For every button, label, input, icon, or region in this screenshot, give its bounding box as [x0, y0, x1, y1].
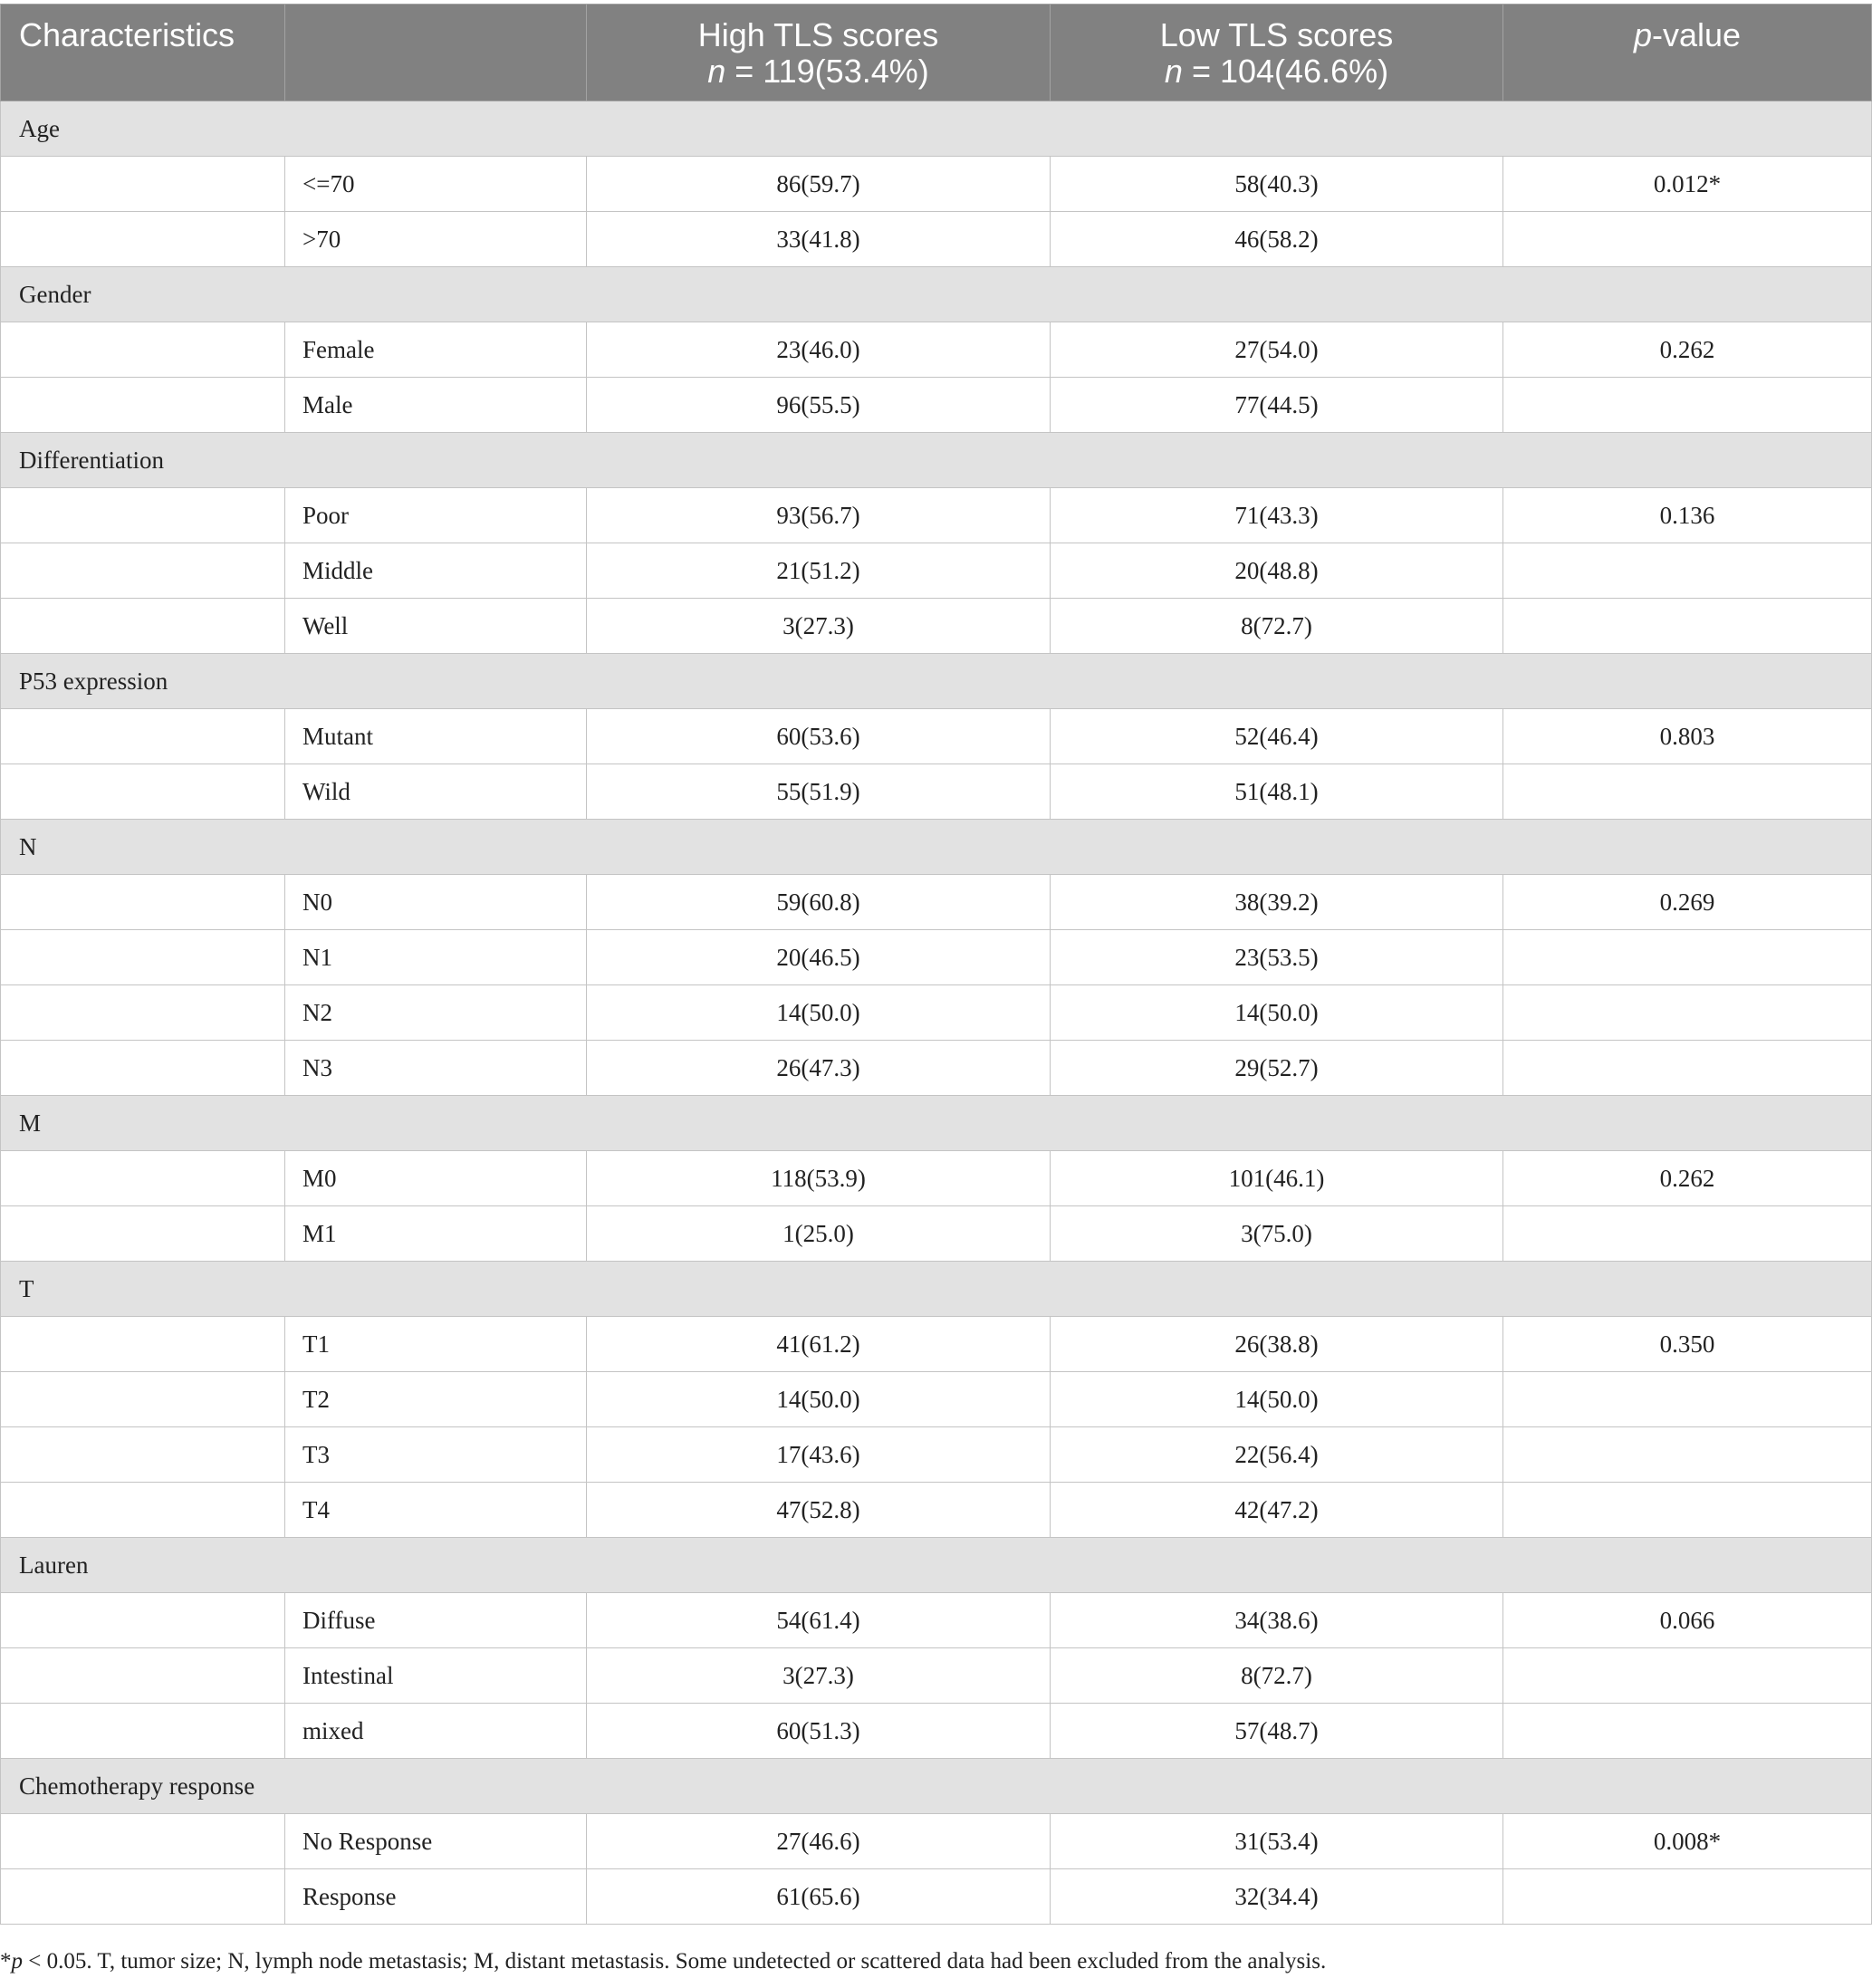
table-row	[1, 488, 1872, 543]
footnote-star: *	[0, 1949, 12, 1974]
level-cell: Response	[285, 1869, 587, 1925]
level-cell: Middle	[285, 543, 587, 599]
category-row	[1, 101, 1872, 157]
category-label: Gender	[1, 267, 1872, 322]
p-value-cell	[1503, 1704, 1872, 1759]
p-value-cell	[1503, 1869, 1872, 1925]
low-tls-cell: 29(52.7)	[1051, 1041, 1503, 1096]
high-tls-cell: 27(46.6)	[587, 1814, 1051, 1869]
high-tls-cell: 59(60.8)	[587, 875, 1051, 930]
level-cell: Wild	[285, 764, 587, 820]
empty-cell	[1, 322, 285, 378]
low-tls-cell: 34(38.6)	[1051, 1593, 1503, 1648]
high-tls-cell: 93(56.7)	[587, 488, 1051, 543]
level-cell: Mutant	[285, 709, 587, 764]
category-row	[1, 1759, 1872, 1814]
table-row	[1, 930, 1872, 985]
low-tls-cell: 27(54.0)	[1051, 322, 1503, 378]
level-cell: N2	[285, 985, 587, 1041]
p-value-cell	[1503, 378, 1872, 433]
category-label: P53 expression	[1, 654, 1872, 709]
category-row	[1, 654, 1872, 709]
high-tls-cell: 118(53.9)	[587, 1151, 1051, 1206]
table-row	[1, 1814, 1872, 1869]
table-row	[1, 1206, 1872, 1262]
level-cell: Intestinal	[285, 1648, 587, 1704]
empty-cell	[1, 1814, 285, 1869]
table-row	[1, 875, 1872, 930]
table-row	[1, 378, 1872, 433]
table-row	[1, 1593, 1872, 1648]
low-tls-cell: 57(48.7)	[1051, 1704, 1503, 1759]
table-row	[1, 1427, 1872, 1483]
empty-cell	[1, 1317, 285, 1372]
table-row	[1, 1869, 1872, 1925]
category-row	[1, 267, 1872, 322]
p-value-cell: 0.269	[1503, 875, 1872, 930]
high-tls-cell: 26(47.3)	[587, 1041, 1051, 1096]
empty-cell	[1, 378, 285, 433]
level-cell: >70	[285, 212, 587, 267]
category-row	[1, 820, 1872, 875]
level-cell: T1	[285, 1317, 587, 1372]
empty-cell	[1, 212, 285, 267]
category-label: Lauren	[1, 1538, 1872, 1593]
low-tls-cell: 52(46.4)	[1051, 709, 1503, 764]
low-tls-cell: 77(44.5)	[1051, 378, 1503, 433]
empty-cell	[1, 985, 285, 1041]
empty-cell	[1, 1372, 285, 1427]
p-value-cell: 0.803	[1503, 709, 1872, 764]
header-blank	[285, 5, 587, 101]
low-tls-cell: 31(53.4)	[1051, 1814, 1503, 1869]
level-cell: T2	[285, 1372, 587, 1427]
header-row	[1, 5, 1872, 101]
low-tls-cell: 51(48.1)	[1051, 764, 1503, 820]
level-cell: Diffuse	[285, 1593, 587, 1648]
empty-cell	[1, 709, 285, 764]
high-tls-cell: 60(53.6)	[587, 709, 1051, 764]
header-high-title: High TLS scores	[697, 16, 939, 53]
empty-cell	[1, 1206, 285, 1262]
high-tls-cell: 1(25.0)	[587, 1206, 1051, 1262]
high-tls-cell: 21(51.2)	[587, 543, 1051, 599]
category-row	[1, 1096, 1872, 1151]
header-low-n-value: = 104(46.6%)	[1182, 53, 1389, 90]
low-tls-cell: 32(34.4)	[1051, 1869, 1503, 1925]
level-cell: Female	[285, 322, 587, 378]
low-tls-cell: 46(58.2)	[1051, 212, 1503, 267]
empty-cell	[1, 930, 285, 985]
level-cell: Well	[285, 599, 587, 654]
p-value-cell	[1503, 1483, 1872, 1538]
p-value-cell	[1503, 985, 1872, 1041]
header-low-n-symbol: n	[1164, 53, 1183, 90]
category-label: T	[1, 1262, 1872, 1317]
level-cell: mixed	[285, 1704, 587, 1759]
empty-cell	[1, 488, 285, 543]
low-tls-cell: 26(38.8)	[1051, 1317, 1503, 1372]
low-tls-cell: 23(53.5)	[1051, 930, 1503, 985]
level-cell: T3	[285, 1427, 587, 1483]
level-cell: N0	[285, 875, 587, 930]
category-label: M	[1, 1096, 1872, 1151]
table-row	[1, 1041, 1872, 1096]
high-tls-cell: 3(27.3)	[587, 599, 1051, 654]
table-row	[1, 1483, 1872, 1538]
level-cell: M0	[285, 1151, 587, 1206]
high-tls-cell: 47(52.8)	[587, 1483, 1051, 1538]
p-value-cell	[1503, 1427, 1872, 1483]
high-tls-cell: 55(51.9)	[587, 764, 1051, 820]
low-tls-cell: 22(56.4)	[1051, 1427, 1503, 1483]
level-cell: T4	[285, 1483, 587, 1538]
header-high-n-value: = 119(53.4%)	[725, 53, 929, 90]
p-value-cell: 0.136	[1503, 488, 1872, 543]
high-tls-cell: 60(51.3)	[587, 1704, 1051, 1759]
table-row	[1, 1648, 1872, 1704]
empty-cell	[1, 1483, 285, 1538]
p-value-cell: 0.350	[1503, 1317, 1872, 1372]
header-low-title: Low TLS scores	[1159, 16, 1394, 53]
category-label: Age	[1, 101, 1872, 157]
p-value-cell: 0.262	[1503, 1151, 1872, 1206]
footnote-p-symbol: p	[11, 1949, 23, 1974]
low-tls-cell: 71(43.3)	[1051, 488, 1503, 543]
low-tls-cell: 101(46.1)	[1051, 1151, 1503, 1206]
empty-cell	[1, 1593, 285, 1648]
empty-cell	[1, 1151, 285, 1206]
empty-cell	[1, 599, 285, 654]
p-value-cell	[1503, 1372, 1872, 1427]
p-value-cell: 0.012*	[1503, 157, 1872, 212]
header-low-tls	[1051, 5, 1503, 101]
category-label: Differentiation	[1, 433, 1872, 488]
table-row	[1, 322, 1872, 378]
table-row	[1, 1704, 1872, 1759]
p-value-cell: 0.066	[1503, 1593, 1872, 1648]
high-tls-cell: 20(46.5)	[587, 930, 1051, 985]
p-value-cell	[1503, 1648, 1872, 1704]
low-tls-cell: 14(50.0)	[1051, 985, 1503, 1041]
empty-cell	[1, 1869, 285, 1925]
p-value-cell: 0.262	[1503, 322, 1872, 378]
level-cell: M1	[285, 1206, 587, 1262]
characteristics-table	[0, 4, 1872, 1925]
level-cell: <=70	[285, 157, 587, 212]
empty-cell	[1, 764, 285, 820]
category-label: Chemotherapy response	[1, 1759, 1872, 1814]
header-p-value	[1503, 5, 1872, 101]
p-value-cell	[1503, 764, 1872, 820]
level-cell: Male	[285, 378, 587, 433]
header-p-symbol: p	[1633, 16, 1652, 53]
p-value-cell	[1503, 1206, 1872, 1262]
category-row	[1, 433, 1872, 488]
table-row	[1, 157, 1872, 212]
high-tls-cell: 86(59.7)	[587, 157, 1051, 212]
table-row	[1, 1151, 1872, 1206]
low-tls-cell: 8(72.7)	[1051, 1648, 1503, 1704]
table-row	[1, 764, 1872, 820]
low-tls-cell: 38(39.2)	[1051, 875, 1503, 930]
table-body	[1, 101, 1872, 1925]
low-tls-cell: 3(75.0)	[1051, 1206, 1503, 1262]
table-row	[1, 599, 1872, 654]
header-high-tls	[587, 5, 1051, 101]
low-tls-cell: 42(47.2)	[1051, 1483, 1503, 1538]
level-cell: N1	[285, 930, 587, 985]
table-row	[1, 212, 1872, 267]
empty-cell	[1, 543, 285, 599]
empty-cell	[1, 875, 285, 930]
footnote-text: < 0.05. T, tumor size; N, lymph node metastasis; M, distant metastasis. Some undetected or scattered data had been excluded from the analysis.	[23, 1949, 1327, 1974]
table-row	[1, 709, 1872, 764]
empty-cell	[1, 1427, 285, 1483]
high-tls-cell: 3(27.3)	[587, 1648, 1051, 1704]
low-tls-cell: 14(50.0)	[1051, 1372, 1503, 1427]
header-characteristics: Characteristics	[1, 5, 285, 101]
high-tls-cell: 96(55.5)	[587, 378, 1051, 433]
header-high-n-symbol: n	[707, 53, 726, 90]
high-tls-cell: 41(61.2)	[587, 1317, 1051, 1372]
empty-cell	[1, 1041, 285, 1096]
category-row	[1, 1538, 1872, 1593]
high-tls-cell: 17(43.6)	[587, 1427, 1051, 1483]
high-tls-cell: 14(50.0)	[587, 1372, 1051, 1427]
empty-cell	[1, 1704, 285, 1759]
p-value-cell	[1503, 930, 1872, 985]
high-tls-cell: 14(50.0)	[587, 985, 1051, 1041]
level-cell: No Response	[285, 1814, 587, 1869]
table-row	[1, 543, 1872, 599]
table-footnote	[0, 1949, 1326, 1974]
level-cell: N3	[285, 1041, 587, 1096]
table-header	[1, 5, 1872, 101]
header-low-n	[1051, 53, 1502, 90]
high-tls-cell: 23(46.0)	[587, 322, 1051, 378]
p-value-cell	[1503, 599, 1872, 654]
p-value-cell: 0.008*	[1503, 1814, 1872, 1869]
table-row	[1, 1317, 1872, 1372]
p-value-cell	[1503, 543, 1872, 599]
header-p-suffix: -value	[1651, 16, 1742, 53]
table-row	[1, 985, 1872, 1041]
low-tls-cell: 20(48.8)	[1051, 543, 1503, 599]
p-value-cell	[1503, 212, 1872, 267]
low-tls-cell: 8(72.7)	[1051, 599, 1503, 654]
empty-cell	[1, 1648, 285, 1704]
table-row	[1, 1372, 1872, 1427]
high-tls-cell: 33(41.8)	[587, 212, 1051, 267]
category-label: N	[1, 820, 1872, 875]
high-tls-cell: 61(65.6)	[587, 1869, 1051, 1925]
low-tls-cell: 58(40.3)	[1051, 157, 1503, 212]
p-value-cell	[1503, 1041, 1872, 1096]
category-row	[1, 1262, 1872, 1317]
high-tls-cell: 54(61.4)	[587, 1593, 1051, 1648]
empty-cell	[1, 157, 285, 212]
level-cell: Poor	[285, 488, 587, 543]
header-high-n	[587, 53, 1050, 90]
